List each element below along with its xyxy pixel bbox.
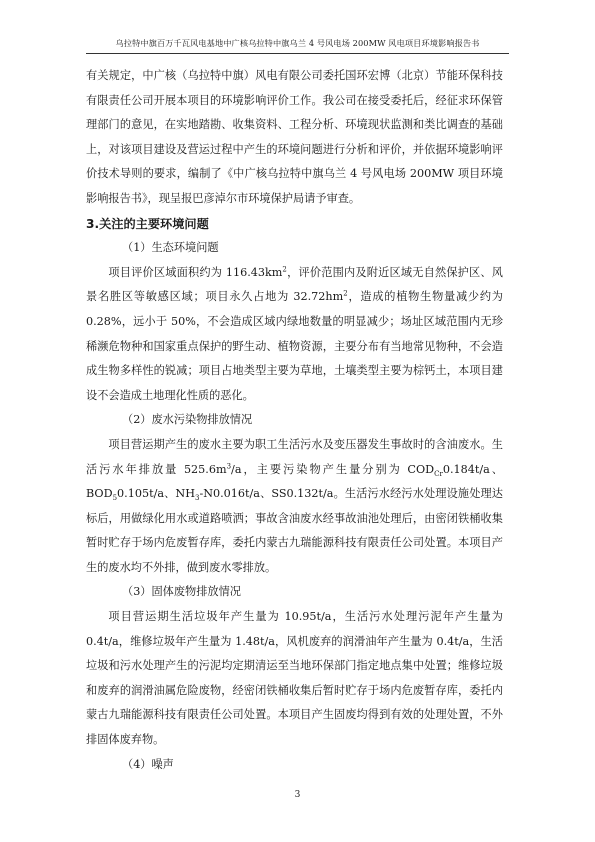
paragraph-solid-waste: 项目营运期生活垃圾年产生量为 10.95t/a，生活污水处理污泥年产生量为 0.4t/a，维修垃圾年产生量为 1.48t/a，风机废弃的润滑油年产生量为 0.4t/a，生活垃圾和污水处理产生的污泥均定期清运至当地环保部门指定地点集中处置；维修垃圾和废弃的润滑油属危险废物，经密闭铁桶收集后暂时贮存于场内危废暂存库，委托内蒙古九瑞能源科技有限责任公司处置。本项目产生固废均得到有效的处理处置，不外排固体废弃物。	[86, 610, 503, 747]
running-header: 乌拉特中旗百万千瓦风电基地中广核乌拉特中旗乌兰 4 号风电场 200MW 风电项目环境影响报告书	[86, 38, 509, 54]
section-heading: 3.关注的主要环境问题	[86, 216, 209, 231]
paragraph-ecology: 项目评价区域面积约为 $116.43km^2$，评价范围内及附近区域无自然保护区、风景名胜区等敏感区域；项目永久占地为 $32.72hm^2$，造成的植物生物量减少约为 0.28%，远小于 50%，不会造成区域内绿地数量的明显减少；场址区域范围内无珍稀濒危物种和国家重点保护的野生动、植物资源，主要分布有当地常见物种，不会造成生物多样性的锐减；项目占地类型主要为草地，土壤类型主要为棕钙土，本项目建设不会造成土地理化性质的恶化。	[86, 265, 503, 402]
subheading-wastewater: （2）废水污染物排放情况	[122, 413, 253, 427]
subheading-ecology: （1）生态环境问题	[122, 241, 219, 255]
page-number: 3	[294, 790, 301, 800]
subheading-noise: （4）噪声	[122, 757, 174, 771]
page-body	[86, 64, 503, 777]
subheading-solid-waste: （3）固体废物排放情况	[122, 585, 241, 599]
paragraph-wastewater: 项目营运期产生的废水主要为职工生活污水及变压器发生事故时的含油废水。生活污水年排放量 $525.6m^3/a$，主要污染物产生量分别为 $COD_{Cr}0.184t/a$、$BOD_50.105t/a$、$NH_3-N0.016t/a$、SS0.132t/a。生活污水经污水处理设施处理达标后，用做绿化用水或道路喷洒；事故含油废水经事故油池处理后，由密闭铁桶收集暂时贮存于场内危废暂存库，委托内蒙古九瑞能源科技有限责任公司处置。本项目产生的废水均不外排，做到废水零排放。	[86, 437, 503, 574]
intro-paragraph: 有关规定，中广核（乌拉特中旗）风电有限公司委托国环宏博（北京）节能环保科技有限责任公司开展本项目的环境影响评价工作。我公司在接受委托后，经征求环保管理部门的意见，在实地踏勘、收集资料、工程分析、环境现状监测和类比调查的基础上，对该项目建设及营运过程中产生的环境问题进行分析和评价，并依据环境影响评价技术导则的要求，编制了《中广核乌拉特中旗乌兰 4 号风电场 200MW 项目环境影响报告书》，现呈报巴彦淖尔市环境保护局请予审查。	[86, 69, 503, 205]
